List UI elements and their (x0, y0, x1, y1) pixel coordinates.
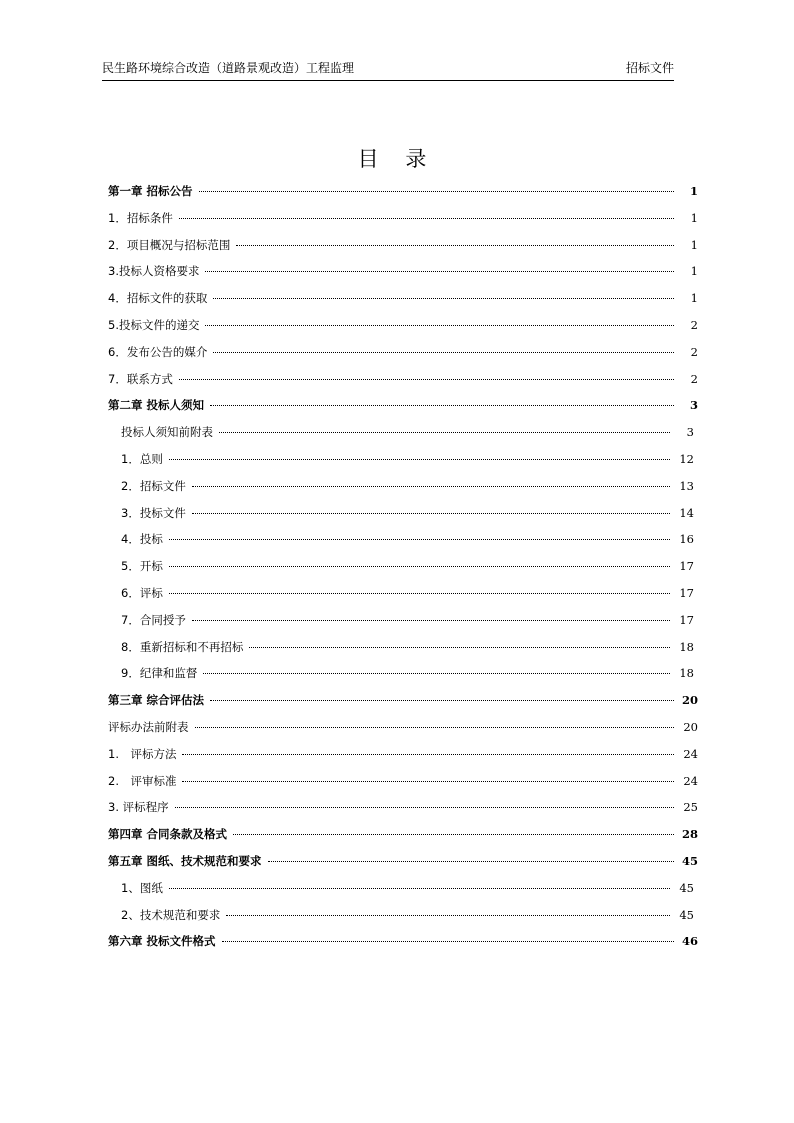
toc-chapter-entry[interactable] (108, 933, 698, 960)
toc-page-number: 20 (683, 719, 698, 734)
toc-chapter-entry[interactable] (108, 397, 698, 424)
toc-entry-title: 第三章 综合评估法 (108, 693, 205, 708)
toc-leader-dots (210, 405, 674, 406)
toc-page-number: 3 (686, 425, 694, 440)
toc-entry-title: 4．投标 (121, 532, 163, 547)
toc-entry-title: 第一章 招标公告 (108, 184, 193, 198)
toc-entry[interactable] (108, 665, 698, 692)
toc-entry[interactable] (108, 612, 698, 639)
toc-page-number: 20 (681, 693, 698, 708)
toc-entry-title: 7．联系方式 (108, 371, 173, 386)
toc-entry[interactable] (108, 746, 698, 773)
toc-chapter-entry[interactable] (108, 826, 698, 853)
toc-entry-title: 评标办法前附表 (108, 719, 189, 734)
toc-entry-title: 第四章 合同条款及格式 (108, 827, 228, 842)
toc-entry[interactable] (108, 371, 698, 398)
toc-entry[interactable] (108, 451, 698, 478)
toc-entry-title: 1．总则 (121, 451, 163, 466)
toc-leader-dots (203, 673, 670, 674)
toc-page-number: 45 (679, 907, 694, 922)
toc-leader-dots (222, 941, 674, 942)
toc-entry-title: 4．招标文件的获取 (108, 291, 208, 306)
toc-entry-title: 第二章 投标人须知 (108, 398, 205, 413)
toc-entry[interactable] (108, 799, 698, 826)
toc-entry-title: 3. 评标程序 (108, 800, 169, 815)
header-doc-type: 招标文件 (625, 61, 674, 75)
toc-entry-title: 第五章 图纸、技术规范和要求 (108, 853, 262, 868)
toc-entry[interactable] (108, 558, 698, 585)
toc-page-number: 45 (679, 880, 694, 895)
toc-leader-dots (199, 191, 674, 192)
toc-leader-dots (210, 700, 674, 701)
toc-page-number: 25 (683, 800, 698, 815)
toc-entry[interactable] (108, 317, 698, 344)
toc-page-number: 1 (689, 184, 698, 198)
toc-entry[interactable] (108, 478, 698, 505)
toc-leader-dots (169, 566, 670, 567)
table-of-contents (108, 183, 698, 960)
toc-entry[interactable] (108, 344, 698, 371)
toc-entry[interactable] (108, 237, 698, 264)
header-project-title: 民生路环境综合改造（道路景观改造）工程监理 (102, 61, 355, 75)
toc-page-number: 13 (679, 478, 694, 493)
toc-leader-dots (213, 352, 674, 353)
page-title: 目 录 (357, 147, 437, 171)
toc-page-number: 16 (679, 532, 694, 547)
toc-leader-dots (195, 727, 675, 728)
toc-entry[interactable] (108, 880, 698, 907)
toc-page-number: 1 (690, 237, 698, 252)
toc-entry[interactable] (108, 585, 698, 612)
toc-leader-dots (182, 754, 674, 755)
toc-leader-dots (169, 888, 670, 889)
toc-entry-title: 2、技术规范和要求 (121, 907, 221, 922)
toc-page-number: 3 (689, 398, 698, 413)
toc-page-number: 45 (681, 853, 698, 868)
toc-entry-title: 1、图纸 (121, 880, 163, 895)
toc-entry-title: 2．项目概况与招标范围 (108, 237, 231, 252)
toc-entry-title: 5.投标文件的递交 (108, 317, 200, 332)
toc-entry-title: 第六章 投标文件格式 (108, 934, 216, 949)
toc-page-number: 1 (690, 291, 698, 306)
toc-entry[interactable] (108, 424, 698, 451)
toc-entry-title: 8．重新招标和不再招标 (121, 639, 244, 654)
toc-leader-dots (179, 379, 674, 380)
toc-page-number: 24 (683, 773, 698, 788)
toc-entry[interactable] (108, 505, 698, 532)
toc-page-number: 2 (690, 317, 698, 332)
toc-leader-dots (169, 459, 670, 460)
toc-entry-title: 9．纪律和监督 (121, 666, 198, 681)
toc-leader-dots (205, 325, 674, 326)
toc-page-number: 17 (679, 585, 694, 600)
toc-leader-dots (192, 620, 670, 621)
toc-page-number: 28 (681, 827, 698, 842)
toc-chapter-entry[interactable] (108, 853, 698, 880)
toc-leader-dots (169, 593, 670, 594)
toc-chapter-entry[interactable] (108, 183, 698, 210)
toc-entry-title: 6．发布公告的媒介 (108, 344, 208, 359)
toc-page-number: 18 (679, 666, 694, 681)
page-header (102, 59, 674, 77)
toc-leader-dots (268, 861, 674, 862)
toc-page-number: 17 (679, 612, 694, 627)
toc-entry[interactable] (108, 719, 698, 746)
toc-chapter-entry[interactable] (108, 692, 698, 719)
toc-leader-dots (192, 513, 670, 514)
toc-leader-dots (175, 807, 674, 808)
toc-page-number: 46 (681, 934, 698, 949)
toc-entry-title: 3．投标文件 (121, 505, 186, 520)
toc-page-number: 2 (690, 371, 698, 386)
toc-entry[interactable] (108, 531, 698, 558)
toc-entry-title: 1．招标条件 (108, 210, 173, 225)
toc-entry-title: 1. 评标方法 (108, 746, 177, 761)
toc-entry-title: 3.投标人资格要求 (108, 264, 200, 279)
toc-entry[interactable] (108, 639, 698, 666)
toc-page-number: 17 (679, 559, 694, 574)
toc-entry-title: 2. 评审标准 (108, 773, 177, 788)
toc-page-number: 14 (679, 505, 694, 520)
toc-leader-dots (249, 647, 670, 648)
toc-page-number: 2 (690, 344, 698, 359)
toc-entry-title: 6．评标 (121, 585, 163, 600)
toc-leader-dots (236, 245, 674, 246)
toc-leader-dots (226, 915, 670, 916)
header-rule (102, 80, 674, 81)
toc-leader-dots (205, 271, 674, 272)
toc-leader-dots (219, 432, 670, 433)
toc-page-number: 1 (690, 210, 698, 225)
toc-entry-title: 5．开标 (121, 559, 163, 574)
toc-entry-title: 2．招标文件 (121, 478, 186, 493)
toc-entry[interactable] (108, 210, 698, 237)
toc-page-number: 12 (679, 451, 694, 466)
toc-entry[interactable] (108, 263, 698, 290)
toc-leader-dots (192, 486, 670, 487)
toc-leader-dots (233, 834, 674, 835)
toc-page-number: 18 (679, 639, 694, 654)
toc-leader-dots (169, 539, 670, 540)
toc-entry[interactable] (108, 290, 698, 317)
toc-entry-title: 投标人须知前附表 (121, 425, 213, 440)
toc-leader-dots (213, 298, 674, 299)
toc-entry-title: 7．合同授予 (121, 612, 186, 627)
toc-entry[interactable] (108, 907, 698, 934)
toc-entry[interactable] (108, 773, 698, 800)
toc-page-number: 1 (690, 264, 698, 279)
toc-leader-dots (179, 218, 674, 219)
toc-leader-dots (182, 781, 674, 782)
toc-page-number: 24 (683, 746, 698, 761)
